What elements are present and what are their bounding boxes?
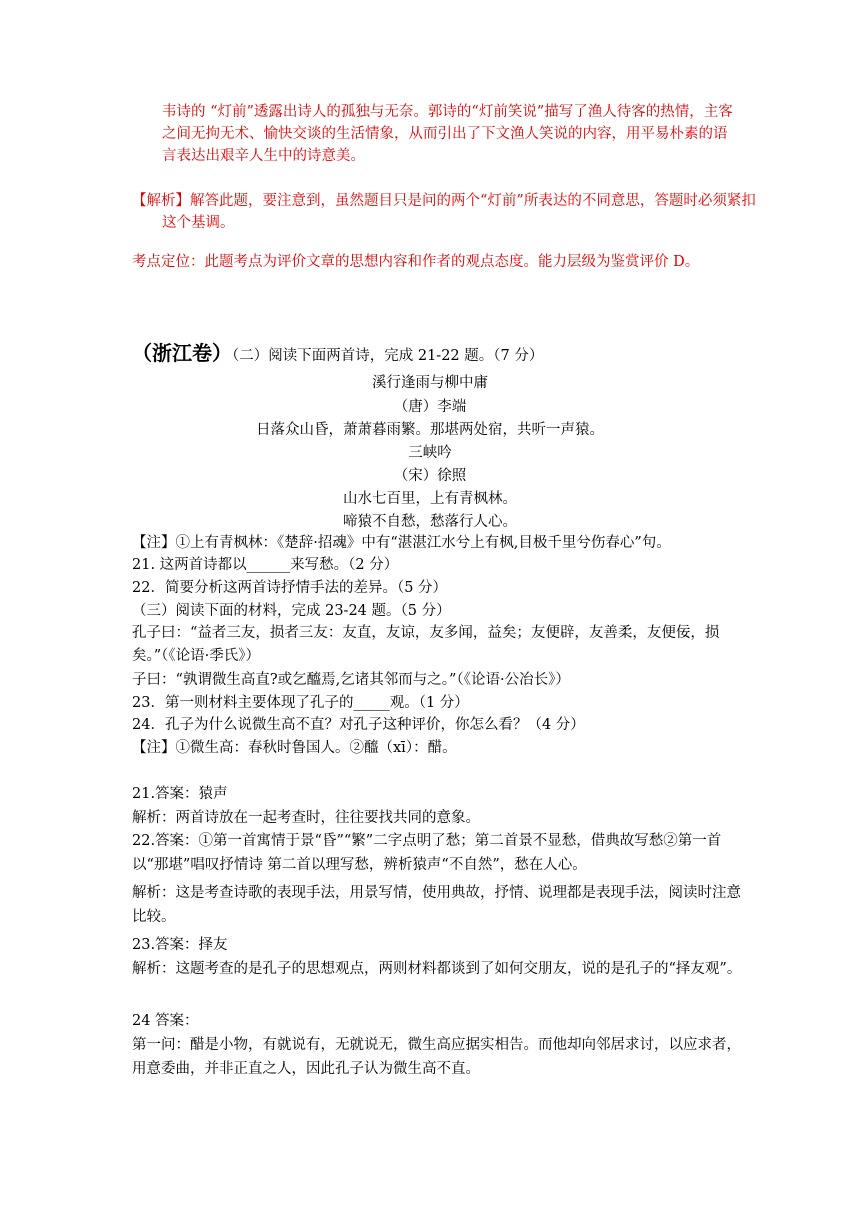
question-23: 23．第一则材料主要体现了孔子的_____观。（1 分） [132, 695, 469, 711]
poem2-line: 啼猿不自愁，愁落行人心。 [343, 514, 517, 530]
section-title: （浙江卷） [132, 341, 232, 365]
note-1: 【注】①上有青枫林：《楚辞·招魂》中有“湛湛江水兮上有枫,目极千里兮伤春心”句。 [132, 535, 671, 551]
jiexi-text: 解答此题，要注意到，虽然题目只是问的两个“灯前”所表达的不同意思，答题时必须紧扣这个基调。 [162, 193, 756, 231]
answer-23: 23.答案：择友 [132, 937, 228, 953]
jiexi-paragraph [132, 190, 768, 234]
poem2-title: 三峡吟 [408, 445, 452, 461]
analysis-22: 解析：这是考查诗歌的表现手法，用景写情，使用典故，抒情、说理都是表现手法，阅读时注意比较。 [132, 885, 741, 925]
question-21: 21. 这两首诗都以______来写愁。（2 分） [132, 557, 399, 573]
poem2-line: 山水七百里，上有青枫林。 [343, 491, 517, 507]
section-heading [132, 340, 543, 369]
answer-22: 22.答案：①第一首寓情于景“昏”“繁”二字点明了愁；第二首景不显愁，借典故写愁②第一首以“那堪”唱叹抒情诗 第二首以理写愁，辨析猿声“不自然”，愁在人心。 [132, 833, 722, 873]
section-intro: （二）阅读下面两首诗，完成 21-22 题。（7 分） [232, 348, 544, 364]
poem2-author: （宋）徐照 [393, 468, 467, 484]
poem1-line: 日落众山昏，萧萧暮雨繁。那堪两处宿，共听一声猿。 [256, 422, 604, 438]
part-3-intro: （三）阅读下面的材料，完成 23-24 题。（5 分） [132, 603, 451, 619]
material-2: 子曰：“孰谓微生高直?或乞醯焉,乞诸其邻而与之。”（《论语·公冶长》） [132, 672, 570, 688]
poem1-title: 溪行逢雨与柳中庸 [372, 375, 488, 391]
answer-21: 21.答案：猿声 [132, 786, 228, 802]
jiexi-label: 【解析】 [132, 193, 190, 209]
kaodian-line: 考点定位：此题考点为评价文章的思想内容和作者的观点态度。能力层级为鉴赏评价 D。 [132, 254, 700, 270]
analysis-23: 解析：这题考查的是孔子的思想观点，两则材料都谈到了如何交朋友，说的是孔子的“择友观”。 [132, 961, 742, 977]
answer-24: 24 答案： [132, 1013, 199, 1029]
question-24: 24．孔子为什么说微生高不直？对孔子这种评价，你怎么看？（4 分） [132, 717, 585, 733]
poem1-author: （唐）李端 [393, 399, 467, 415]
note-2: 【注】①微生高：春秋时鲁国人。②醯（xī）：醋。 [132, 740, 457, 756]
material-1: 孔子曰：“益者三友，损者三友：友直，友谅，友多闻，益矣；友便辟，友善柔，友便佞，损矣。”（《论语·季氏》） [132, 625, 720, 664]
analysis-continuation: 韦诗的 “灯前”透露出诗人的孤独与无奈。郭诗的“灯前笑说”描写了渔人待客的热情，主客之间无拘无术、愉快交谈的生活情象，从而引出了下文渔人笑说的内容，用平易朴素的语言表达出艰辛人生中的诗意美。 [162, 104, 733, 164]
question-22: 22．简要分析这两首诗抒情手法的差异。（5 分） [132, 580, 448, 596]
analysis-21: 解析：两首诗放在一起考查时，往往要找共同的意象。 [132, 810, 480, 826]
answer-24-part1: 第一问：醋是小物，有就说有，无就说无，微生高应据实相告。而他却向邻居求讨，以应求者，用意委曲，并非正直之人，因此孔子认为微生高不直。 [132, 1037, 741, 1077]
